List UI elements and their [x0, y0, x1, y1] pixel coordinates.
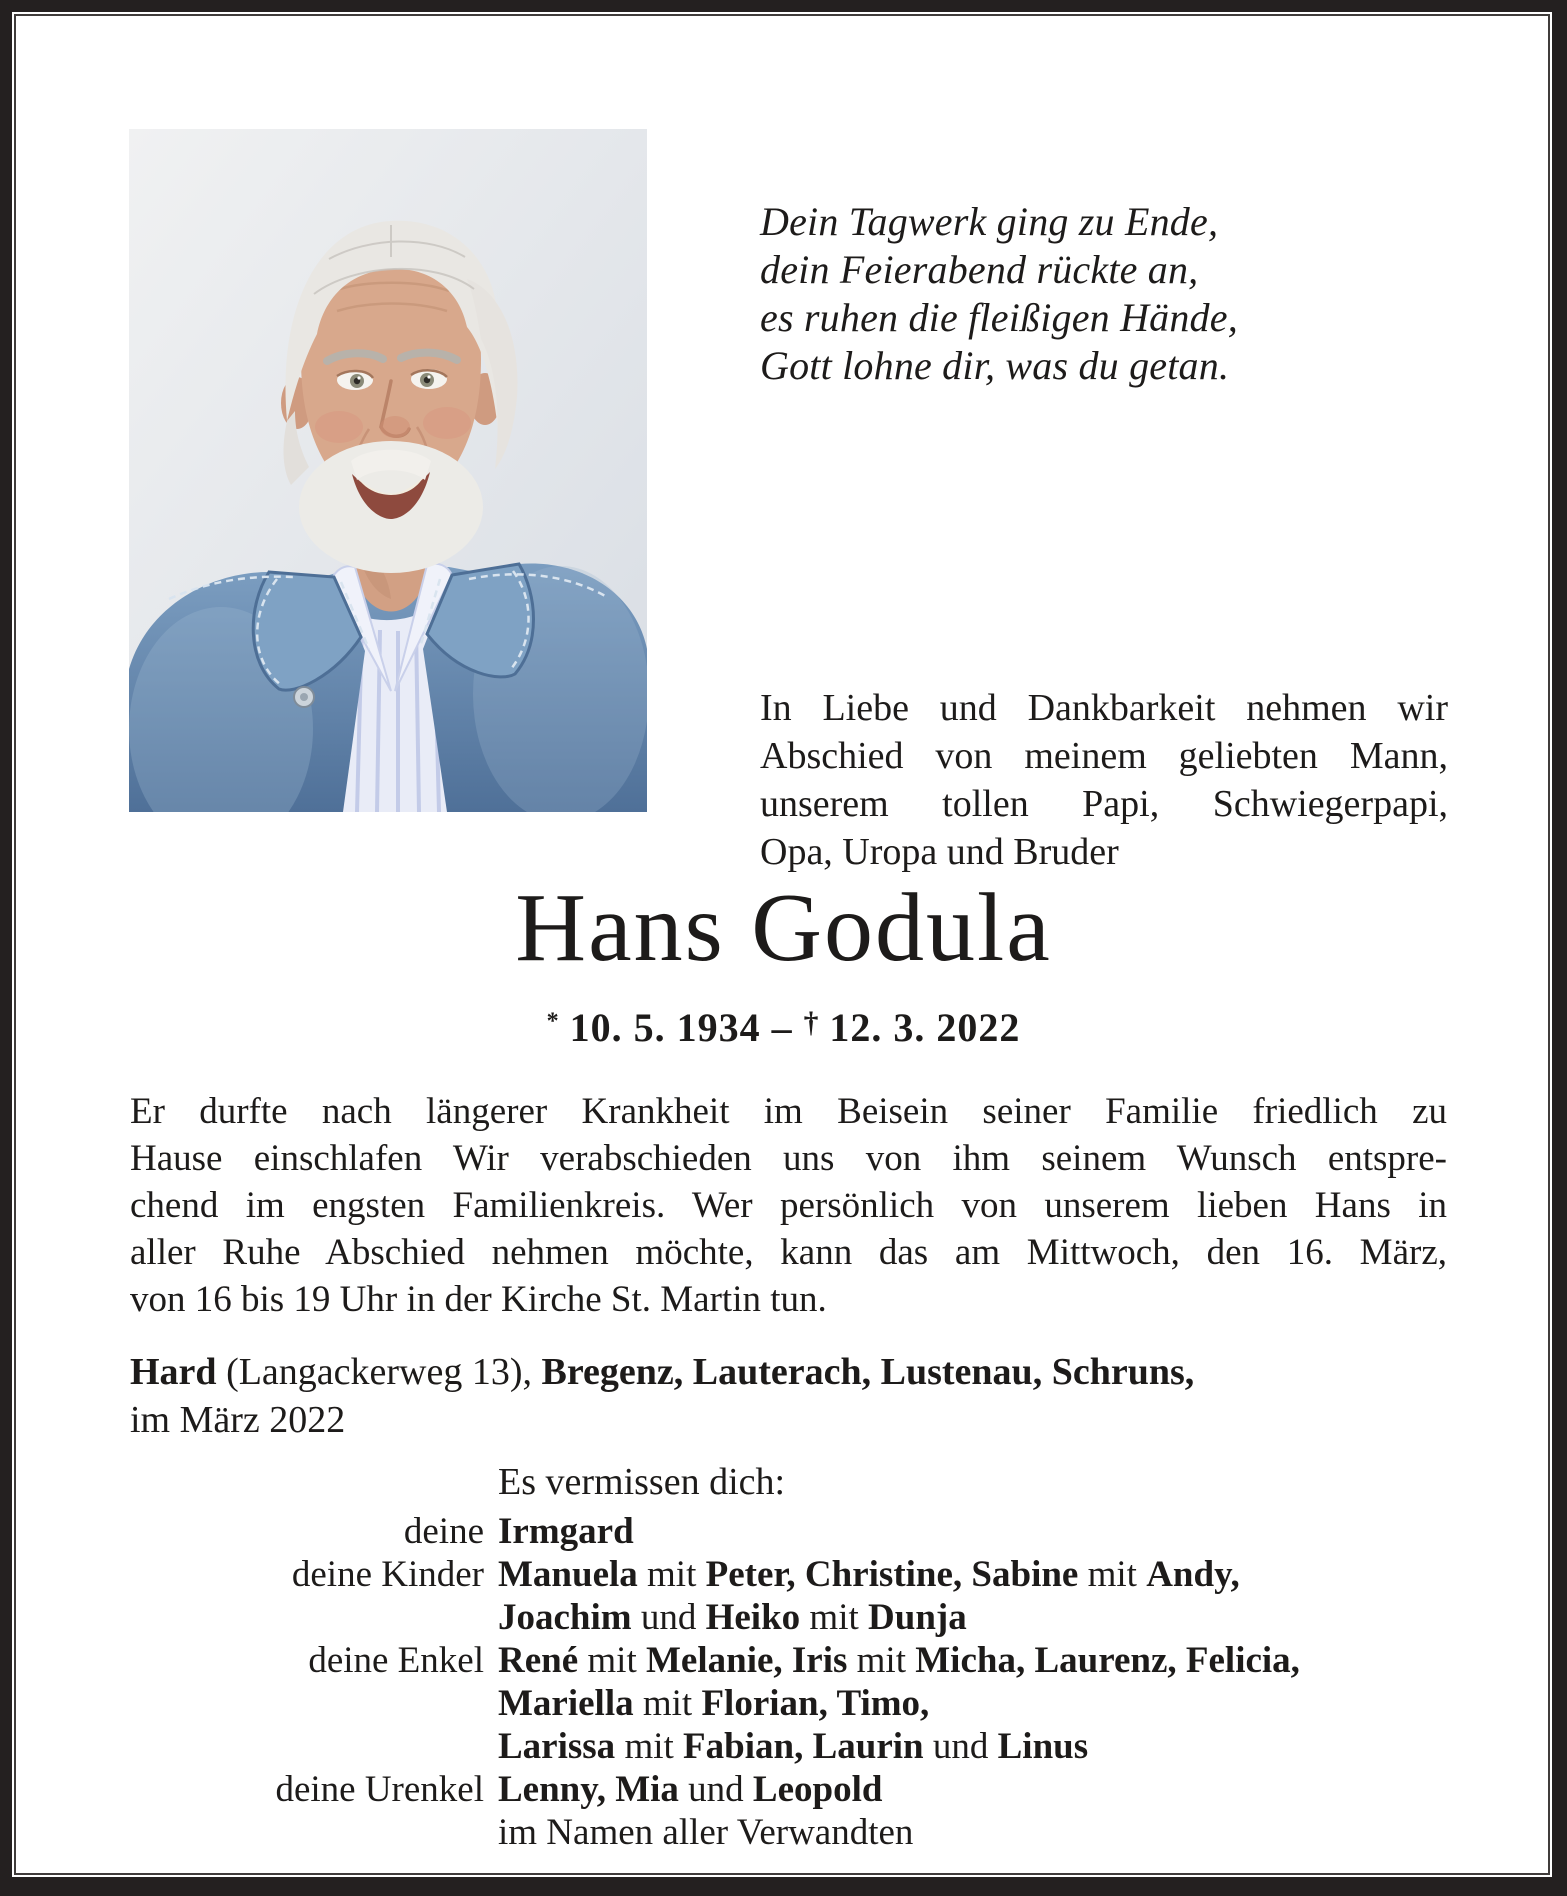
mourner-relation-label: deine — [403, 1511, 484, 1552]
text-line: chend im engsten Familienkreis. Wer persönlich von unserem lieben Hans in — [130, 1185, 1447, 1226]
text-segment: und — [631, 1597, 706, 1638]
mourner-names — [498, 1768, 1458, 1811]
text-segment: und — [923, 1726, 998, 1767]
jacket-button — [294, 687, 314, 707]
memorial-poem — [760, 198, 1238, 390]
text-segment: Andy, — [1146, 1554, 1240, 1595]
mourner-names — [498, 1553, 1458, 1596]
text-segment: Florian, Timo, — [701, 1683, 930, 1724]
text-segment: Bregenz, Lauterach, Lustenau, Schruns, — [541, 1351, 1195, 1393]
mourner-relation-label: deine Urenkel — [275, 1769, 484, 1810]
text-line: Gott lohne dir, was du getan. — [760, 343, 1230, 388]
text-segment: und — [678, 1769, 753, 1810]
text-segment: mit — [615, 1726, 684, 1767]
text-line: dein Feierabend rückte an, — [760, 247, 1199, 292]
mourner-relation-label — [130, 1725, 484, 1768]
text-segment: Micha, Laurenz, Felicia, — [915, 1640, 1300, 1681]
portrait-photo — [129, 129, 647, 812]
mourner-relation-label — [130, 1596, 484, 1639]
text-segment: Dunja — [868, 1597, 967, 1638]
deceased-name: Hans Godula — [515, 874, 1052, 982]
mourning-heading: Es vermissen dich: — [498, 1461, 786, 1503]
farewell-intro — [760, 684, 1448, 876]
text-line: Dein Tagwerk ging zu Ende, — [760, 199, 1219, 244]
death-cross-icon: † — [803, 1007, 819, 1040]
text-segment: Hard — [130, 1351, 217, 1393]
text-segment: mit — [633, 1683, 702, 1724]
text-segment: Joachim — [498, 1597, 632, 1638]
text-segment: (Langackerweg 13), — [216, 1351, 542, 1393]
mourners-list — [130, 1510, 1458, 1854]
text-line: von 16 bis 19 Uhr in der Kirche St. Martin tun. — [130, 1279, 827, 1320]
text-segment: Mariella — [498, 1683, 634, 1724]
text-line: aller Ruhe Abschied nehmen möchte, kann das am Mittwoch, den 16. März, — [130, 1232, 1447, 1273]
mourner-names — [498, 1510, 1458, 1553]
obituary-text — [130, 1088, 1447, 1323]
text-segment: Lenny, Mia — [498, 1769, 679, 1810]
mourner-names — [498, 1596, 1458, 1639]
text-segment: Peter, Christine, Sabine — [705, 1554, 1079, 1595]
text-segment: 10. 5. 1934 – — [558, 1005, 804, 1050]
mourner-relation-label — [130, 1811, 484, 1854]
locations-line — [130, 1350, 1460, 1394]
date-line: im März 2022 — [130, 1399, 346, 1441]
text-segment: René — [498, 1640, 579, 1681]
text-segment: mit — [578, 1640, 646, 1681]
text-segment: Larissa — [498, 1726, 616, 1767]
mourner-names — [498, 1639, 1458, 1682]
text-line: unserem tollen Papi, Schwiegerpapi, — [760, 783, 1448, 825]
life-dates — [0, 1004, 1567, 1051]
birth-star-icon: * — [546, 1008, 559, 1035]
text-line: Abschied von meinem geliebten Mann, — [760, 735, 1448, 777]
mourner-relation-label: deine Kinder — [291, 1554, 484, 1595]
mourner-names — [498, 1682, 1458, 1725]
text-segment: Heiko — [705, 1597, 801, 1638]
text-line: In Liebe und Dankbarkeit nehmen wir — [760, 687, 1448, 729]
text-segment: Linus — [997, 1726, 1089, 1767]
text-segment: mit — [637, 1554, 706, 1595]
mourner-names — [498, 1811, 1458, 1854]
mourner-relation-label — [130, 1682, 484, 1725]
text-line: Opa, Uropa und Bruder — [760, 831, 1119, 873]
text-segment: Fabian, Laurin — [683, 1726, 924, 1767]
text-segment: mit — [800, 1597, 869, 1638]
mourner-relation-label: deine Enkel — [308, 1640, 484, 1681]
text-segment: Melanie, Iris — [646, 1640, 848, 1681]
text-segment: mit — [847, 1640, 916, 1681]
text-segment: Manuela — [498, 1554, 638, 1595]
mourner-names — [498, 1725, 1458, 1768]
text-segment: Leopold — [752, 1769, 883, 1810]
text-segment: 12. 3. 2022 — [818, 1005, 1021, 1050]
text-segment: Irmgard — [498, 1511, 634, 1552]
text-segment: mit — [1078, 1554, 1147, 1595]
text-line: Hause einschlafen Wir verabschieden uns von ihm seinem Wunsch entspre- — [130, 1138, 1447, 1179]
text-line: es ruhen die fleißigen Hände, — [760, 295, 1238, 340]
text-segment: im Namen aller Verwandten — [498, 1812, 914, 1853]
text-line: Er durfte nach längerer Krankheit im Beisein seiner Familie friedlich zu — [130, 1091, 1447, 1132]
